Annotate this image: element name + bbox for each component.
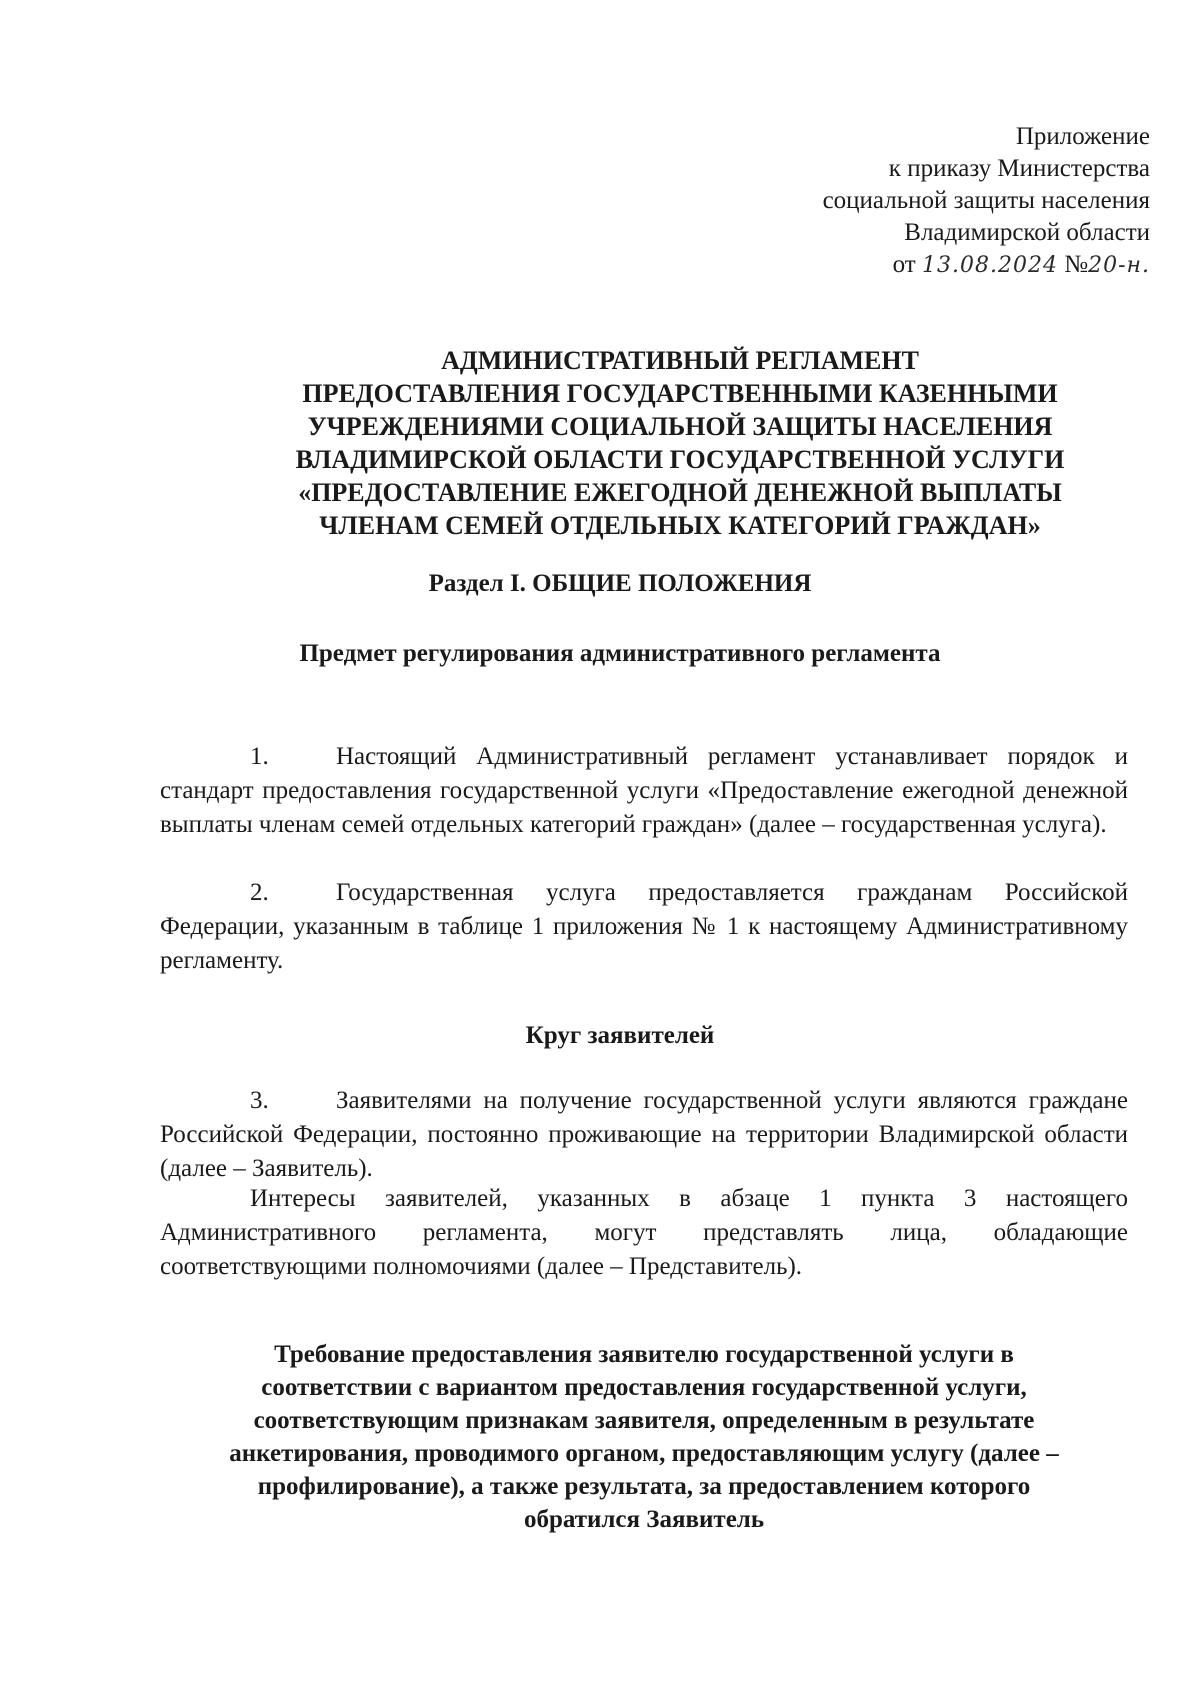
appendix-line: социальной защиты населения [822, 187, 1150, 214]
title-line: «ПРЕДОСТАВЛЕНИЕ ЕЖЕГОДНОЙ ДЕНЕЖНОЙ ВЫПЛАТЫ [298, 478, 1062, 507]
item-number: 1. [250, 743, 269, 770]
item-text: Заявителями на получение государственной услуги являются граждане Российской Федерации, постоянно проживающие на территории Владимирской области (далее – Заявитель). [160, 1087, 1128, 1182]
paragraph-representative [160, 1182, 1128, 1284]
paragraph-item-1 [160, 740, 1128, 842]
item-text: Государственная услуга предоставляется гражданам Российской Федерации, указанным в таблице 1 приложения № 1 к настоящему Административному регламенту. [160, 879, 1128, 974]
title-line: ПРЕДОСТАВЛЕНИЯ ГОСУДАРСТВЕННЫМИ КАЗЕННЫМИ [302, 379, 1058, 408]
appendix-line: Владимирской области [904, 219, 1150, 246]
title-line: УЧРЕЖДЕНИЯМИ СОЦИАЛЬНОЙ ЗАЩИТЫ НАСЕЛЕНИЯ [307, 412, 1053, 441]
paragraph-text: Интересы заявителей, указанных в абзаце 1 пункта 3 настоящего Административного регламента, могут представлять лица, обладающие соответствующими полномочиями (далее – Представитель). [160, 1185, 1128, 1280]
heading-line: анкетирования, проводимого органом, предоставляющим услугу (далее – [229, 1440, 1059, 1467]
title-line: ЧЛЕНАМ СЕМЕЙ ОТДЕЛЬНЫХ КАТЕГОРИЙ ГРАЖДАН» [319, 511, 1041, 540]
item-number: 3. [250, 1087, 269, 1114]
item-number: 2. [250, 879, 269, 906]
appendix-line: к приказу Министерства [888, 155, 1150, 182]
date-prefix: от [892, 251, 916, 278]
appendix-line: Приложение [1015, 123, 1150, 150]
handwritten-date: 13.08.2024 [922, 253, 1058, 278]
appendix-date-line [823, 249, 1150, 282]
heading-line: обратился Заявитель [523, 1506, 765, 1533]
heading-line: соответствующим признакам заявителя, определенным в результате [253, 1407, 1035, 1434]
item-text: Настоящий Административный регламент устанавливает порядок и стандарт предоставления государственной услуги «Предоставление ежегодной денежной выплаты членам семей отдельных категорий граждан» (далее – государственная услуга). [160, 743, 1128, 838]
number-prefix: № [1064, 251, 1089, 278]
paragraph-item-3 [160, 1084, 1128, 1186]
heading-line: профилирование), а также результата, за предоставлением которого [257, 1473, 1031, 1500]
handwritten-number: 20-н. [1088, 253, 1150, 278]
heading-line: Требование предоставления заявителю государственной услуги в [274, 1341, 1014, 1368]
title-line: АДМИНИСТРАТИВНЫЙ РЕГЛАМЕНТ [441, 346, 919, 375]
appendix-block [823, 121, 1150, 282]
subsection-heading-applicants: Круг заявителей [525, 1022, 715, 1049]
document-title [230, 344, 1130, 542]
subsection-heading: Предмет регулирования административного регламента [299, 640, 941, 667]
title-line: ВЛАДИМИРСКОЙ ОБЛАСТИ ГОСУДАРСТВЕННОЙ УСЛУГИ [295, 445, 1065, 474]
requirement-heading [160, 1338, 1128, 1536]
paragraph-item-2 [160, 876, 1128, 978]
section-heading: Раздел I. ОБЩИЕ ПОЛОЖЕНИЯ [428, 570, 812, 597]
heading-line: соответствии с вариантом предоставления государственной услуги, [261, 1374, 1027, 1401]
